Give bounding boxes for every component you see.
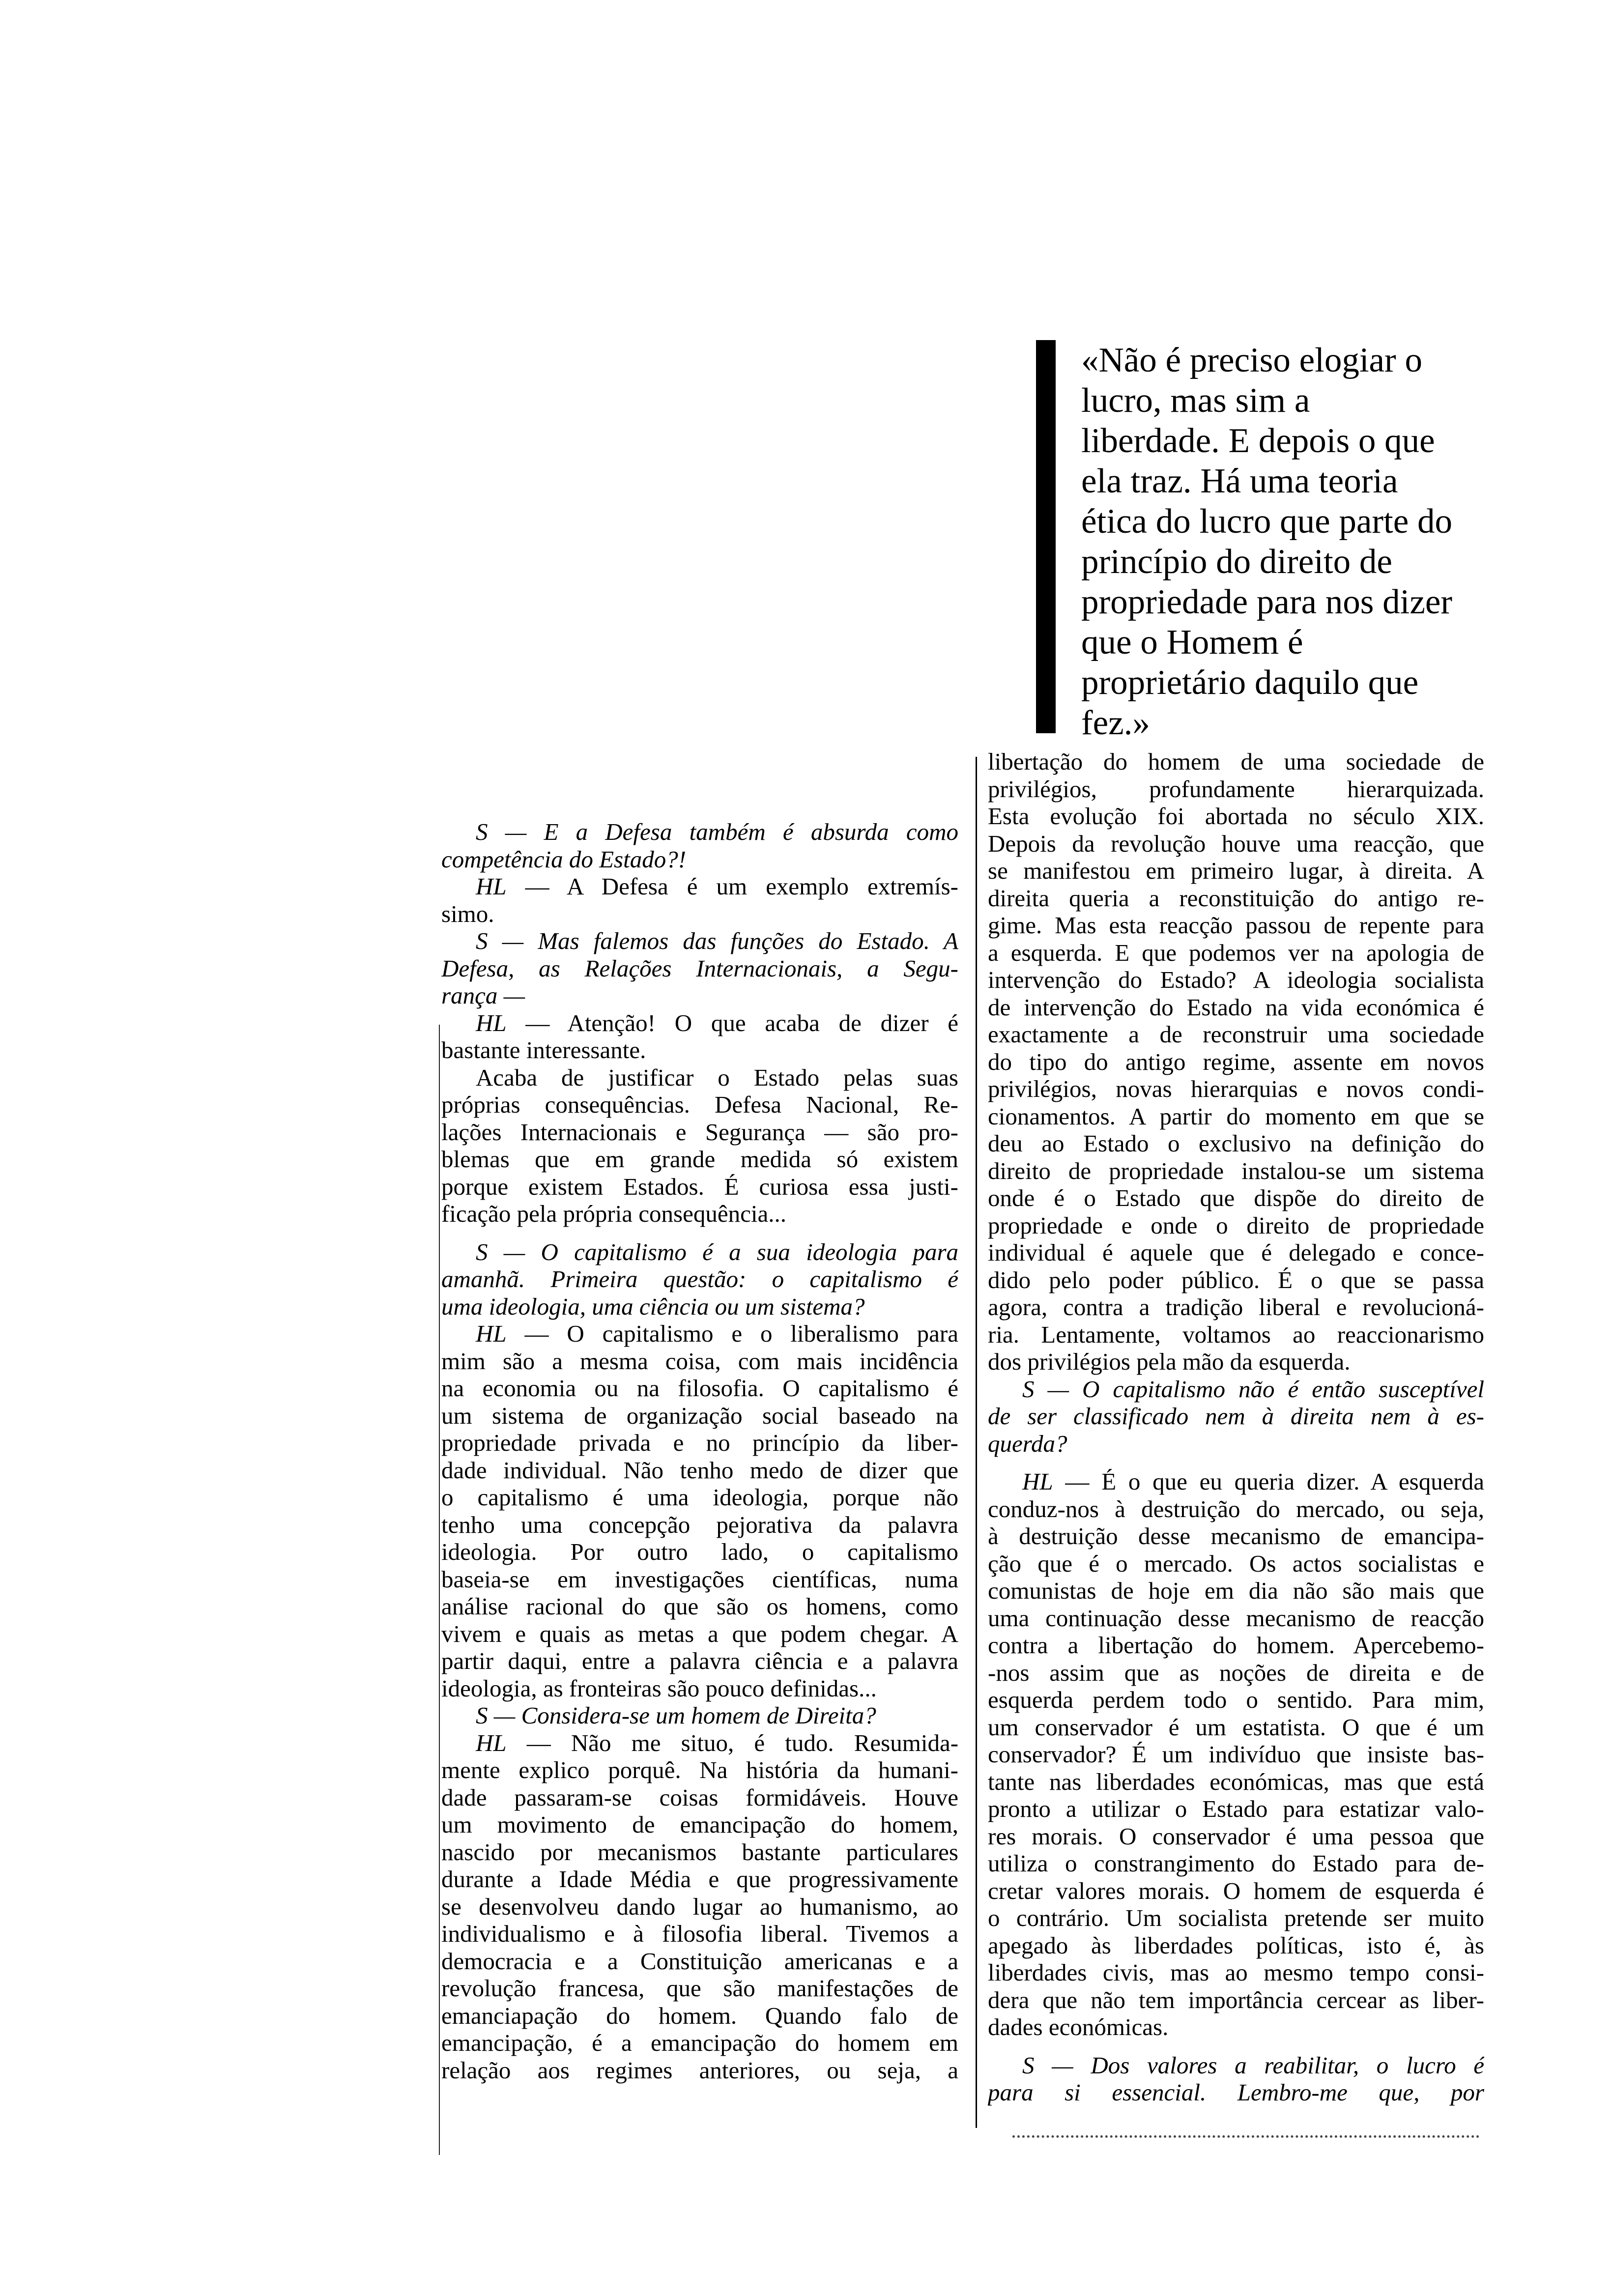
dotted-footer-line xyxy=(1012,2135,1479,2138)
text-line xyxy=(988,1986,1484,2014)
line-text: mim são a mesma coisa, com mais incidência xyxy=(441,1347,958,1375)
text-line xyxy=(441,1566,958,1593)
text-line xyxy=(441,1064,958,1091)
line-text: — O capitalismo e o liberalismo para xyxy=(524,1320,958,1347)
pull-quote-line: princípio do direito de xyxy=(1081,543,1392,581)
speaker-label: HL xyxy=(476,1320,507,1347)
line-text: um movimento de emancipação do homem, xyxy=(441,1811,958,1838)
text-line xyxy=(441,1675,958,1702)
line-text: se desenvolveu dando lugar ao humanismo, ao xyxy=(441,1893,958,1920)
interview-question xyxy=(441,1238,958,1320)
text-line xyxy=(988,1403,1484,1430)
line-text: gime. Mas esta reacção passou de repente para xyxy=(988,912,1484,939)
line-text: — A Defesa é um exemplo extremís- xyxy=(525,873,958,900)
text-line xyxy=(441,873,958,900)
text-line xyxy=(441,1375,958,1402)
line-text: Defesa, as Relações Internacionais, a Segu- xyxy=(441,954,958,982)
line-text: a esquerda. E que podemos ver na apologia de xyxy=(988,939,1484,966)
text-line xyxy=(988,775,1484,803)
line-text: conduz-nos à destruição do mercado, ou seja, xyxy=(988,1495,1484,1522)
line-text: libertação do homem de uma sociedade de xyxy=(988,748,1484,775)
line-text: lações Internacionais e Segurança — são pro- xyxy=(441,1118,958,1146)
line-text: — Não me situo, é tudo. Resumida- xyxy=(526,1729,958,1756)
text-line xyxy=(988,1157,1484,1185)
text-line xyxy=(988,1048,1484,1076)
text-line xyxy=(988,1321,1484,1349)
line-text: de intervenção do Estado na vida económica é xyxy=(988,993,1484,1021)
line-text: comunistas de hoje em dia não são mais que xyxy=(988,1577,1484,1604)
line-text: durante a Idade Média e que progressivamente xyxy=(441,1866,958,1893)
line-text: ria. Lentamente, voltamos ao reaccionarismo xyxy=(988,1320,1484,1348)
pull-quote-line: «Não é preciso elogiar o xyxy=(1081,341,1422,379)
line-text: baseia-se em investigações científicas, numa xyxy=(441,1565,958,1593)
line-text: propriedade e onde o direito de propriedade xyxy=(988,1211,1484,1239)
line-text: intervenção do Estado? A ideologia socialista xyxy=(988,966,1484,993)
line-text: mente explico porquê. Na história da humani- xyxy=(441,1756,958,1783)
text-line xyxy=(441,955,958,982)
line-text: relação aos regimes anteriores, ou seja, a xyxy=(441,2056,958,2084)
line-text: de ser classificado nem à direita nem à es- xyxy=(988,1403,1484,1430)
text-line xyxy=(441,900,958,928)
text-line xyxy=(988,1686,1484,1714)
line-text: — Considera-se um homem de Direita? xyxy=(493,1702,876,1729)
line-text: exactamente a de reconstruir uma sociedade xyxy=(988,1021,1484,1048)
text-line xyxy=(988,1877,1484,1905)
speaker-label: S xyxy=(1022,1375,1035,1403)
line-text: do tipo do antigo regime, assente em novos xyxy=(988,1048,1484,1075)
line-text: liberdades civis, mas ao mesmo tempo consi- xyxy=(988,1959,1484,1986)
interview-answer xyxy=(441,1009,958,1064)
left-column xyxy=(441,818,958,2084)
pull-quote-line: que o Homem é xyxy=(1081,623,1303,661)
text-line xyxy=(441,1811,958,1838)
line-text: ideologia, as fronteiras são pouco definidas... xyxy=(441,1674,877,1702)
text-line xyxy=(441,927,958,955)
line-text: — O capitalismo é a sua ideologia para xyxy=(503,1238,958,1265)
text-line xyxy=(988,2079,1484,2106)
text-line xyxy=(988,994,1484,1021)
line-text: o capitalismo é uma ideologia, porque não xyxy=(441,1484,958,1511)
line-text: cretar valores morais. O homem de esquerda é xyxy=(988,1877,1484,1904)
speaker-label: S xyxy=(1022,2051,1035,2079)
line-text: emancipação, é a emancipação do homem em xyxy=(441,2029,958,2056)
text-line xyxy=(988,1495,1484,1523)
text-line xyxy=(988,1659,1484,1687)
text-line xyxy=(988,1768,1484,1796)
text-line xyxy=(988,912,1484,939)
line-text: o contrário. Um socialista pretende ser muito xyxy=(988,1904,1484,1931)
line-text: blemas que em grande medida só existem xyxy=(441,1146,958,1173)
text-line xyxy=(988,885,1484,912)
interview-answer xyxy=(441,1320,958,1702)
text-line xyxy=(988,1577,1484,1605)
line-text: dido pelo poder público. É o que se passa xyxy=(988,1266,1484,1293)
text-line xyxy=(988,803,1484,830)
line-text: — É o que eu queria dizer. A esquerda xyxy=(1065,1468,1484,1495)
pull-quote-line: propriedade para nos dizer xyxy=(1081,583,1452,621)
line-text: dades económicas. xyxy=(988,2013,1169,2040)
line-text: dade individual. Não tenho medo de dizer que xyxy=(441,1456,958,1484)
text-line xyxy=(988,1468,1484,1495)
text-line xyxy=(441,1348,958,1375)
pull-quote-bar xyxy=(1036,340,1056,733)
interview-answer xyxy=(441,1729,958,2084)
line-text: querda? xyxy=(988,1430,1067,1457)
text-line xyxy=(441,1538,958,1566)
line-text: Esta evolução foi abortada no século XIX. xyxy=(988,803,1484,830)
text-line xyxy=(441,1173,958,1201)
left-column-rule xyxy=(439,1025,440,2155)
text-line xyxy=(988,1376,1484,1403)
speaker-label: S xyxy=(476,1702,488,1729)
line-text: ção que é o mercado. Os actos socialistas e xyxy=(988,1550,1484,1577)
line-text: rança — xyxy=(441,982,525,1009)
line-text: tenho uma concepção pejorativa da palavra xyxy=(441,1511,958,1538)
text-line xyxy=(441,2002,958,2030)
line-text: apegado às liberdades políticas, isto é, às xyxy=(988,1931,1484,1959)
line-text: deu ao Estado o exclusivo na definição do xyxy=(988,1130,1484,1157)
line-text: uma ideologia, uma ciência ou um sistema? xyxy=(441,1292,865,1320)
line-text: agora, contra a tradição liberal e revolucioná- xyxy=(988,1293,1484,1320)
line-text: cionamentos. A partir do momento em que se xyxy=(988,1102,1484,1130)
line-text: direita queria a reconstituição do antigo re- xyxy=(988,884,1484,912)
text-line xyxy=(988,1266,1484,1294)
right-column xyxy=(988,748,1484,2106)
interview-answer xyxy=(441,873,958,927)
line-text: ideologia. Por outro lado, o capitalismo xyxy=(441,1538,958,1565)
text-line xyxy=(988,1632,1484,1659)
interview-question xyxy=(988,1376,1484,1458)
line-text: onde é o Estado que dispõe do direito de xyxy=(988,1184,1484,1211)
text-line xyxy=(441,1146,958,1173)
text-line xyxy=(988,1714,1484,1741)
text-line xyxy=(441,1009,958,1037)
text-line xyxy=(441,1293,958,1320)
line-text: um conservador é um estatista. O que é um xyxy=(988,1713,1484,1741)
line-text: vivem e quais as metas a que podem chegar. A xyxy=(441,1620,958,1647)
text-line xyxy=(988,1184,1484,1212)
text-line xyxy=(441,1511,958,1539)
line-text: privilégios, profundamente hierarquizada. xyxy=(988,775,1484,803)
column-divider xyxy=(976,757,977,2128)
text-line xyxy=(988,1239,1484,1266)
text-line xyxy=(988,2052,1484,2079)
text-line xyxy=(441,1265,958,1293)
line-text: pronto a utilizar o Estado para estatizar valo- xyxy=(988,1795,1484,1822)
line-text: esquerda perdem todo o sentido. Para mim, xyxy=(988,1686,1484,1713)
text-line xyxy=(988,2013,1484,2041)
text-line xyxy=(441,1784,958,1811)
text-line xyxy=(441,1320,958,1348)
line-text: contra a libertação do homem. Apercebemo- xyxy=(988,1632,1484,1659)
text-line xyxy=(988,1430,1484,1458)
line-text: amanhã. Primeira questão: o capitalismo é xyxy=(441,1265,958,1292)
text-line xyxy=(441,982,958,1009)
text-line xyxy=(441,1200,958,1228)
line-text: individual é aquele que é delegado e conce- xyxy=(988,1239,1484,1266)
line-text: para si essencial. Lembro-me que, por xyxy=(988,2079,1484,2106)
line-text: tante nas liberdades económicas, mas que está xyxy=(988,1768,1484,1795)
speaker-label: HL xyxy=(476,1009,507,1036)
text-line xyxy=(441,1866,958,1893)
line-text: utiliza o constrangimento do Estado para de- xyxy=(988,1850,1484,1877)
line-text: partir daqui, entre a palavra ciência e a palavra xyxy=(441,1647,958,1674)
text-line xyxy=(988,1293,1484,1321)
speaker-label: S xyxy=(476,1238,488,1265)
text-line xyxy=(441,1238,958,1266)
interview-answer xyxy=(988,748,1484,1376)
text-line xyxy=(988,1904,1484,1932)
pull-quote-line: ela traz. Há uma teoria xyxy=(1081,462,1398,500)
line-text: privilégios, novas hierarquias e novos condi- xyxy=(988,1075,1484,1102)
speaker-label: HL xyxy=(476,873,507,900)
text-line xyxy=(441,1756,958,1784)
speaker-label: HL xyxy=(1022,1468,1053,1495)
line-text: ficação pela própria consequência... xyxy=(441,1200,786,1227)
text-line xyxy=(988,1850,1484,1877)
text-line xyxy=(441,1975,958,2002)
text-line xyxy=(441,1702,958,1729)
line-text: emanciapação do homem. Quando falo de xyxy=(441,2002,958,2029)
text-line xyxy=(441,1948,958,1975)
text-line xyxy=(988,830,1484,858)
text-line xyxy=(988,1932,1484,1959)
pull-quote-line: fez.» xyxy=(1081,704,1150,742)
text-line xyxy=(441,1838,958,1866)
line-text: — Dos valores a reabilitar, o lucro é xyxy=(1052,2051,1484,2079)
pull-quote-line: proprietário daquilo que xyxy=(1081,663,1419,702)
line-text: — Atenção! O que acaba de dizer é xyxy=(525,1009,958,1036)
text-line xyxy=(441,1402,958,1430)
line-text: — E a Defesa também é absurda como xyxy=(505,818,958,845)
text-line xyxy=(988,1348,1484,1376)
text-line xyxy=(988,1103,1484,1130)
text-line xyxy=(988,857,1484,885)
line-text: se manifestou em primeiro lugar, à direita. A xyxy=(988,857,1484,884)
text-line xyxy=(441,1620,958,1648)
text-line xyxy=(441,1457,958,1484)
text-line xyxy=(441,1036,958,1064)
line-text: dade passaram-se coisas formidáveis. Houve xyxy=(441,1783,958,1811)
line-text: porque existem Estados. É curiosa essa justi- xyxy=(441,1173,958,1200)
text-line xyxy=(988,1741,1484,1768)
line-text: — Mas falemos das funções do Estado. A xyxy=(502,927,958,954)
text-line xyxy=(988,1823,1484,1850)
speaker-label: HL xyxy=(476,1729,507,1756)
line-text: -nos assim que as noções de direita e de xyxy=(988,1659,1484,1686)
line-text: direito de propriedade instalou-se um sistema xyxy=(988,1157,1484,1184)
line-text: revolução francesa, que são manifestações de xyxy=(441,1975,958,2002)
line-text: Acaba de justificar o Estado pelas suas xyxy=(476,1063,958,1091)
line-text: próprias consequências. Defesa Nacional, Re- xyxy=(441,1091,958,1118)
text-line xyxy=(441,2057,958,2084)
speaker-label: S xyxy=(476,927,488,954)
text-line xyxy=(441,1893,958,1921)
line-text: competência do Estado?! xyxy=(441,845,687,873)
pull-quote-line: lucro, mas sim a xyxy=(1081,381,1310,420)
interview-question xyxy=(441,818,958,873)
text-line xyxy=(988,1130,1484,1157)
text-line xyxy=(441,1647,958,1675)
line-text: bastante interessante. xyxy=(441,1036,646,1063)
line-text: res morais. O conservador é uma pessoa que xyxy=(988,1822,1484,1850)
interview-question xyxy=(988,2052,1484,2106)
text-line xyxy=(988,1959,1484,1986)
speaker-label: S xyxy=(476,818,488,845)
text-line xyxy=(988,1075,1484,1103)
pull-quote xyxy=(1081,340,1514,743)
line-text: uma continuação desse mecanismo de reacção xyxy=(988,1604,1484,1632)
line-text: na economia ou na filosofia. O capitalismo é xyxy=(441,1375,958,1402)
interview-question xyxy=(441,927,958,1009)
line-text: Depois da revolução houve uma reacção, que xyxy=(988,830,1484,857)
line-text: análise racional do que são os homens, como xyxy=(441,1593,958,1620)
text-line xyxy=(988,1212,1484,1239)
line-text: nascido por mecanismos bastante particulares xyxy=(441,1838,958,1866)
line-text: individualismo e à filosofia liberal. Tivemos a xyxy=(441,1920,958,1947)
text-line xyxy=(988,966,1484,994)
line-text: simo. xyxy=(441,900,494,927)
text-line xyxy=(441,1593,958,1620)
interview-answer xyxy=(441,1064,958,1228)
pull-quote-line: ética do lucro que parte do xyxy=(1081,502,1453,541)
text-line xyxy=(988,939,1484,967)
line-text: propriedade privada e no princípio da liber- xyxy=(441,1429,958,1456)
interview-question xyxy=(441,1702,958,1729)
line-text: conservador? É um indivíduo que insiste bas- xyxy=(988,1741,1484,1768)
interview-answer xyxy=(988,1468,1484,2041)
text-line xyxy=(988,1021,1484,1048)
text-line xyxy=(441,1484,958,1511)
line-text: dos privilégios pela mão da esquerda. xyxy=(988,1348,1351,1375)
line-text: dera que não tem importância cercear as liber- xyxy=(988,1986,1484,2013)
text-line xyxy=(441,2029,958,2057)
text-line xyxy=(441,1429,958,1457)
line-text: democracia e a Constituição americanas e a xyxy=(441,1947,958,1975)
text-line xyxy=(988,748,1484,775)
line-text: um sistema de organização social baseado na xyxy=(441,1402,958,1429)
line-text: — O capitalismo não é então susceptível xyxy=(1047,1375,1484,1403)
text-line xyxy=(441,1729,958,1757)
text-line xyxy=(988,1605,1484,1632)
text-line xyxy=(441,1091,958,1119)
text-line xyxy=(441,846,958,873)
text-line xyxy=(988,1522,1484,1550)
text-line xyxy=(441,1119,958,1146)
text-line xyxy=(441,1920,958,1948)
line-text: à destruição desse mecanismo de emancipa- xyxy=(988,1522,1484,1550)
pull-quote-line: liberdade. E depois o que xyxy=(1081,422,1435,460)
text-line xyxy=(441,818,958,846)
text-line xyxy=(988,1550,1484,1578)
text-line xyxy=(988,1795,1484,1823)
